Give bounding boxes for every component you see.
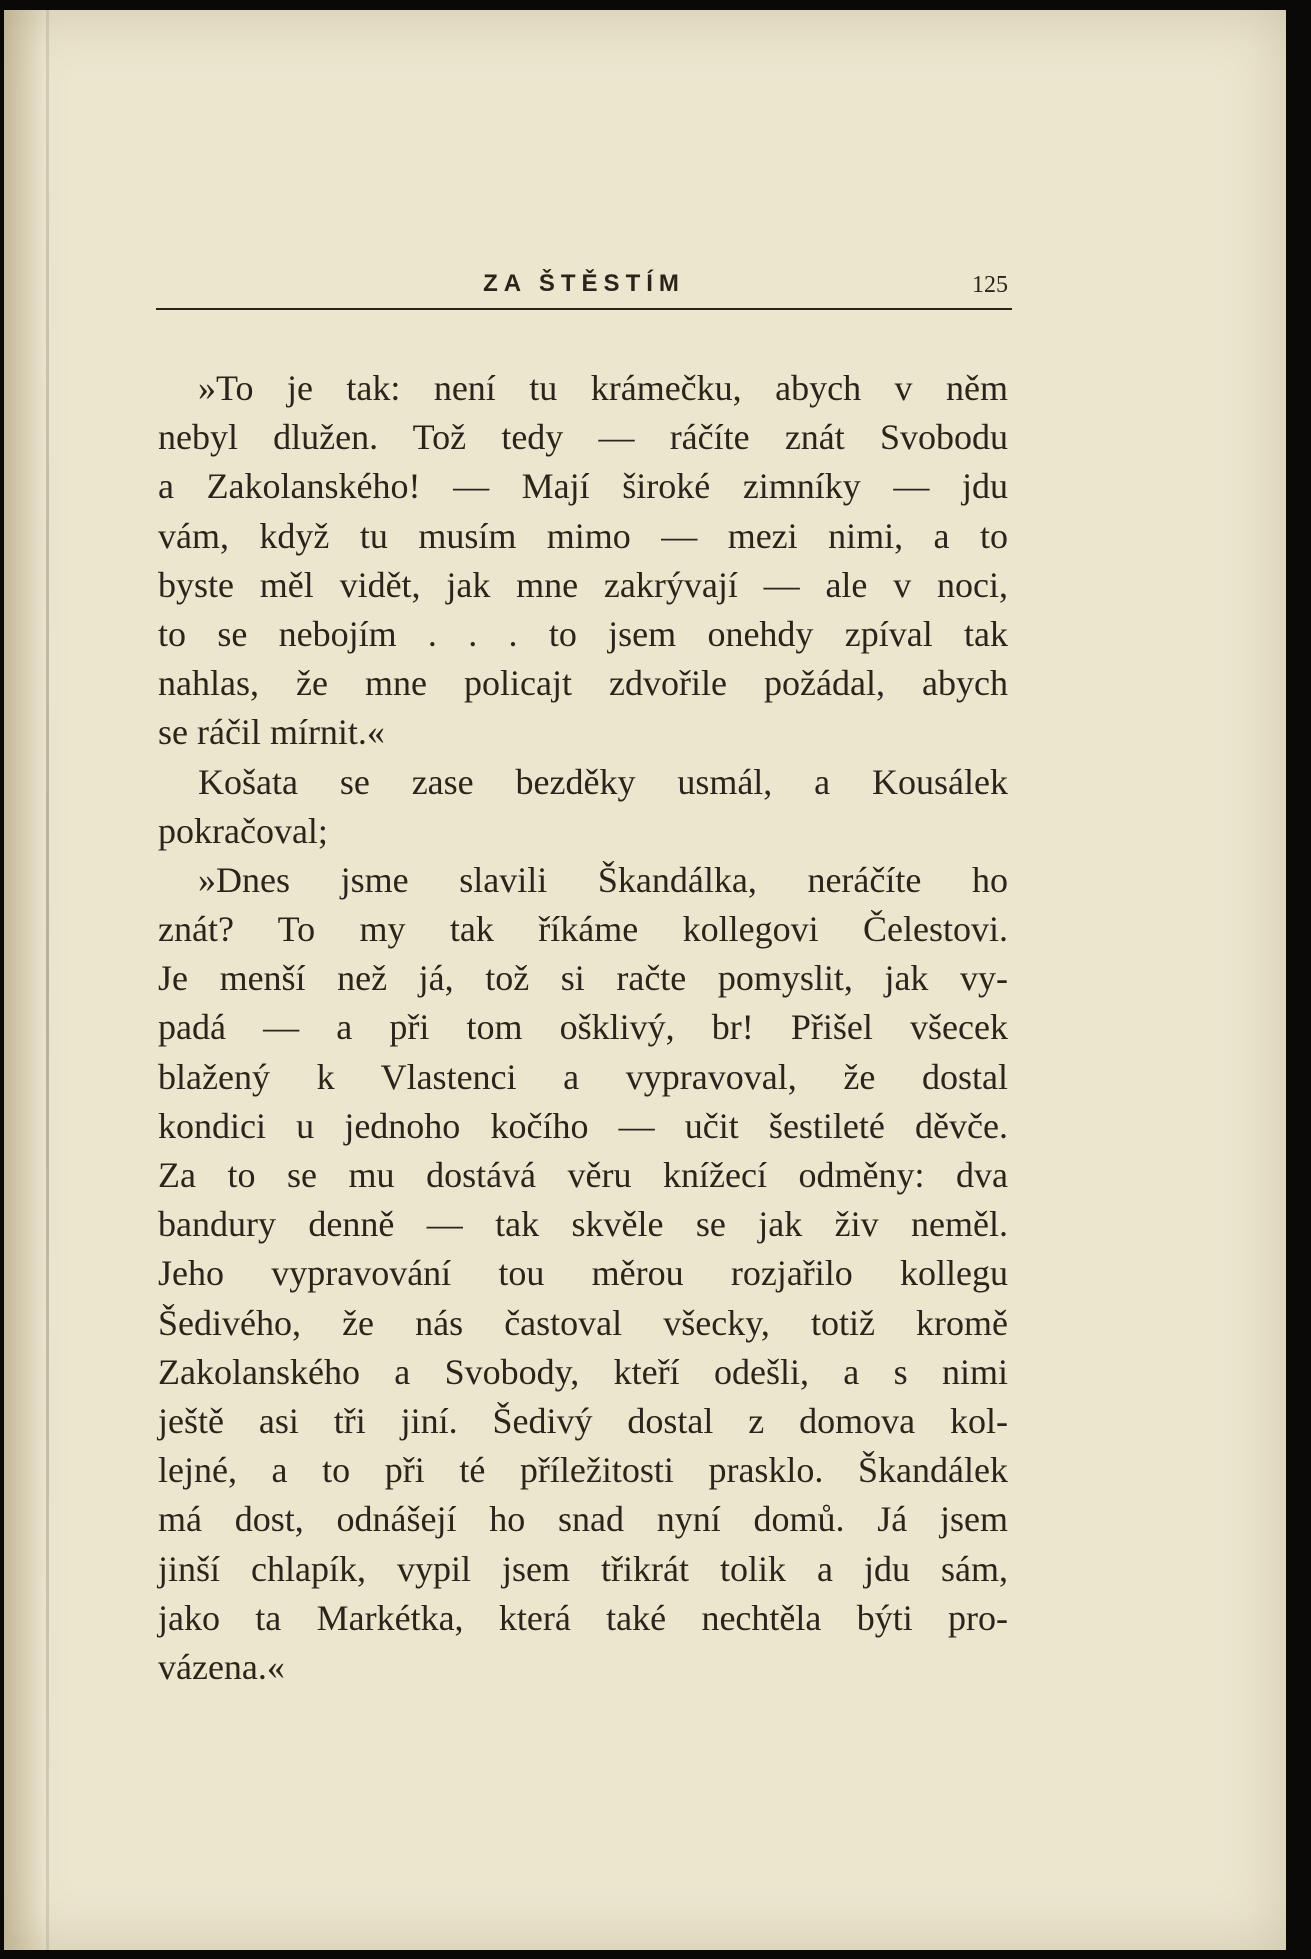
text-line: vám, když tu musím mimo — mezi nimi, a to <box>158 515 1008 556</box>
text-line: jako ta Markétka, která také nechtěla býti pro- <box>158 1597 1008 1638</box>
running-title: ZA ŠTĚSTÍM <box>483 270 685 297</box>
text-line: jinší chlapík, vypil jsem třikrát tolik a jdu sám, <box>158 1548 1008 1589</box>
text-line: blažený k Vlastenci a vypravoval, že dostal <box>158 1056 1008 1097</box>
text-line: nebyl dlužen. Tož tedy — ráčíte znát Svobodu <box>158 417 1008 458</box>
text-line: Zakolanského a Svobody, kteří odešli, a s nimi <box>158 1351 1008 1392</box>
page-number: 125 <box>972 272 1008 298</box>
body-text <box>158 364 1008 1692</box>
text-line: »To je tak: není tu krámečku, abych v něm <box>198 368 1008 408</box>
text-line: Za to se mu dostává věru knížecí odměny: dva <box>158 1155 1008 1195</box>
text-line: znát? To my tak říkáme kollegovi Čelestovi. <box>158 909 1008 950</box>
text-line: má dost, odnášejí ho snad nyní domů. Já jsem <box>158 1499 1008 1540</box>
text-line: to se nebojím . . . to jsem onehdy zpíval tak <box>158 613 1008 654</box>
text-line: Jeho vypravování tou měrou rozjařilo kollegu <box>158 1253 1008 1294</box>
gutter-fold <box>46 10 49 1950</box>
text-line: a Zakolanského! — Mají široké zimníky — jdu <box>158 466 1008 507</box>
text-line: vázena.« <box>158 1646 285 1687</box>
text-line: »Dnes jsme slavili Škandálka, neráčíte ho <box>198 859 1008 900</box>
text-line: lejné, a to při té příležitosti prasklo. Škandálek <box>158 1450 1008 1491</box>
text-line: ještě asi tři jiní. Šedivý dostal z domova kol- <box>158 1400 1008 1441</box>
text-line: se ráčil mírnit.« <box>158 712 385 753</box>
text-line: byste měl vidět, jak mne zakrývají — ale v noci, <box>158 564 1008 605</box>
text-line: Košata se zase bezděky usmál, a Kousálek <box>198 761 1008 802</box>
text-line: bandury denně — tak skvěle se jak živ neměl. <box>158 1204 1008 1245</box>
page-header <box>156 270 1012 310</box>
gutter-shadow <box>4 10 44 1950</box>
text-line: nahlas, že mne policajt zdvořile požádal, abych <box>158 663 1008 704</box>
text-line: pokračoval; <box>158 810 328 851</box>
text-line: padá — a při tom ošklivý, br! Přišel všecek <box>158 1007 1008 1048</box>
text-line: kondici u jednoho kočího — učit šestileté děvče. <box>158 1105 1008 1146</box>
text-line: Šedivého, že nás častoval všecky, totiž kromě <box>158 1302 1008 1343</box>
text-line: Je menší než já, tož si račte pomyslit, jak vy- <box>158 958 1008 999</box>
